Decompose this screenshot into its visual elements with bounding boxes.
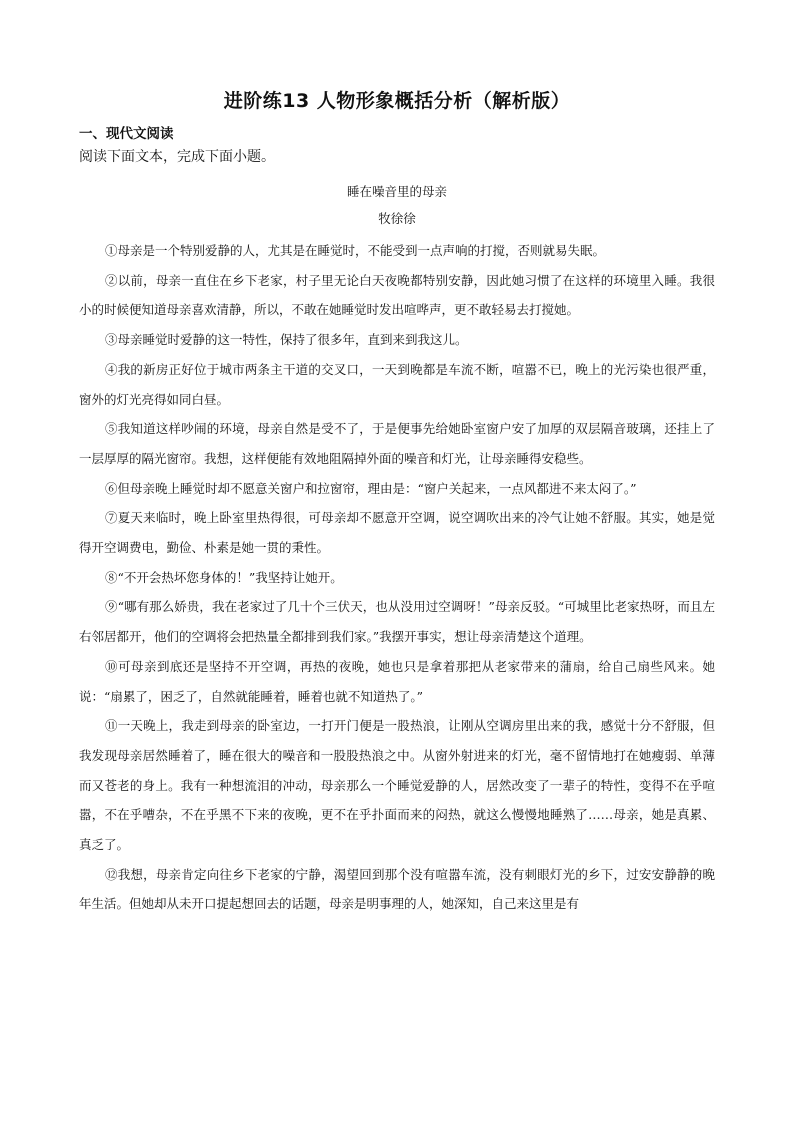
page-title: 进阶练13 人物形象概括分析（解析版） [223, 90, 571, 112]
essay-title: 睡在噪音里的母亲 [346, 184, 447, 199]
essay-body [79, 236, 715, 919]
paragraph: ⑪一天晚上，我走到母亲的卧室边，一打开门便是一股热浪，让刚从空调房里出来的我，感觉十分不舒服，但我发现母亲居然睡着了，睡在很大的噪音和一股股热浪之中。从窗外射进来的灯光，毫不留情地打在她瘦弱、单薄而又苍老的身上。我有一种想流泪的冲动，母亲那么一个睡觉爱静的人，居然改变了一辈子的特性，变得不在乎喧嚣，不在乎嘈杂，不在乎黑不下来的夜晚，更不在乎扑面而来的闷热，就这么慢慢地睡熟了……母亲，她是真累、真乏了。 [79, 718, 715, 853]
paragraph: ②以前，母亲一直住在乡下老家，村子里无论白天夜晚都特别安静，因此她习惯了在这样的环境里入睡。我很小的时候便知道母亲喜欢清静，所以，不敢在她睡觉时发出喧哗声，更不敢轻易去打搅她。 [79, 272, 715, 318]
paragraph: ⑧“不开会热坏您身体的！”我坚持让她开。 [105, 569, 343, 585]
section-heading: 一、现代文阅读 [79, 126, 174, 142]
paragraph: ④我的新房正好位于城市两条主干道的交叉口，一天到晚都是车流不断，喧嚣不已，晚上的光污染也很严重，窗外的灯光亮得如同白昼。 [79, 361, 715, 407]
paragraph: ⑨“哪有那么娇贵，我在老家过了几十个三伏天，也从没用过空调呀！”母亲反驳。“可城里比老家热呀，而且左右邻居都开，他们的空调将会把热量全都排到我们家。”我摆开事实，想让母亲清楚这个道理。 [79, 599, 715, 645]
paragraph: ①母亲是一个特别爱静的人，尤其是在睡觉时，不能受到一点声响的打搅，否则就易失眠。 [105, 243, 606, 258]
paragraph: ⑩可母亲到底还是坚持不开空调，再热的夜晚，她也只是拿着那把从老家带来的蒲扇，给自己扇些风来。她说：“扇累了，困乏了，自然就能睡着，睡着也就不知道热了。” [79, 658, 715, 704]
paragraph: ⑤我知道这样吵闹的环境，母亲自然是受不了，于是便事先给她卧室窗户安了加厚的双层隔音玻璃，还挂上了一层厚厚的隔光窗帘。我想，这样便能有效地阻隔掉外面的噪音和灯光，让母亲睡得安稳些。 [79, 421, 715, 466]
essay-author: 牧徐徐 [378, 211, 416, 226]
instruction-text: 阅读下面文本，完成下面小题。 [79, 149, 275, 165]
paragraph: ⑦夏天来临时，晚上卧室里热得很，可母亲却不愿意开空调，说空调吹出来的冷气让她不舒服。其实，她是觉得开空调费电，勤俭、朴素是她一贯的秉性。 [79, 510, 715, 556]
paragraph: ⑫我想，母亲肯定向往乡下老家的宁静，渴望回到那个没有喧嚣车流，没有刺眼灯光的乡下，过安安静静的晚年生活。但她却从未开口提起想回去的话题，母亲是明事理的人，她深知，自己来这里是有 [79, 866, 715, 912]
paragraph: ⑥但母亲晚上睡觉时却不愿意关窗户和拉窗帘，理由是：“窗户关起来，一点风都进不来太闷了。” [105, 480, 637, 496]
paragraph: ③母亲睡觉时爱静的这一特性，保持了很多年，直到来到我这儿。 [105, 332, 468, 348]
